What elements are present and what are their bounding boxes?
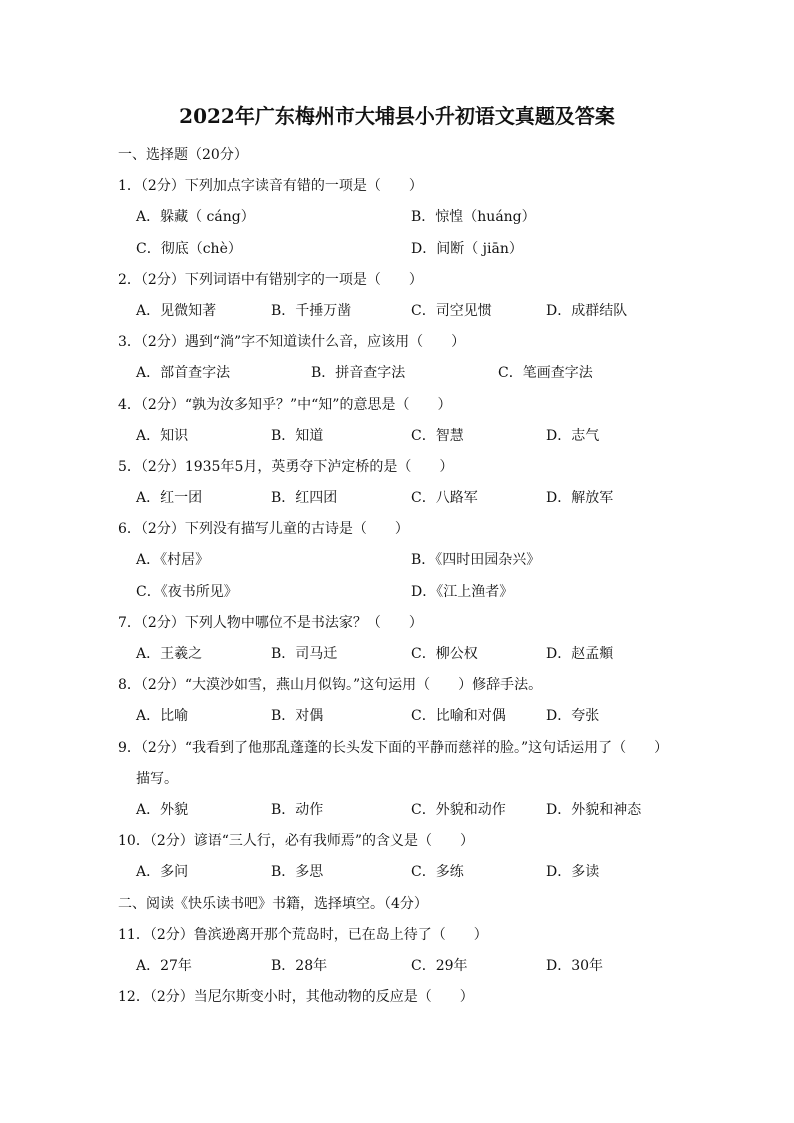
question-text: 2．（2分）下列词语中有错别字的一项是（ ）	[118, 271, 423, 288]
answer-option: D．30年	[546, 957, 604, 974]
answer-option: B．多思	[271, 864, 324, 881]
answer-option: D．解放军	[546, 490, 614, 507]
answer-option: C．彻底（chè）	[136, 240, 242, 257]
question-text: 6．（2分）下列没有描写儿童的古诗是（ ）	[118, 521, 409, 538]
answer-option: D．夸张	[546, 708, 600, 725]
answer-option: B．《四时田园杂兴》	[411, 552, 541, 569]
answer-option: A．红一团	[136, 490, 203, 507]
options-row	[118, 234, 698, 265]
answer-option: D．间断（ jiān）	[411, 240, 523, 257]
answer-option: D．成群结队	[546, 302, 628, 319]
answer-option: B．动作	[271, 801, 324, 818]
answer-option: A．王羲之	[136, 646, 203, 662]
options-row	[118, 951, 698, 982]
question-text: 3．（2分）遇到“淌”字不知道读什么音，应该用（ ）	[118, 334, 466, 351]
answer-option: C．外貌和动作	[411, 801, 506, 818]
answer-option: C．柳公权	[411, 646, 478, 662]
answer-option: A．部首查字法	[136, 365, 231, 382]
options-row	[118, 202, 698, 233]
answer-option: C．八路军	[411, 490, 478, 507]
options-row	[118, 795, 698, 826]
answer-option: A．27年	[136, 957, 192, 974]
answer-option: D．《江上渔者》	[411, 583, 514, 600]
answer-option: A．躲藏（ cáng）	[136, 209, 255, 226]
section-heading: 二、阅读《快乐读书吧》书籍，选择填空。（4分）	[118, 895, 428, 912]
options-row	[118, 577, 698, 608]
answer-option: D．外貌和神态	[546, 801, 642, 818]
answer-option: D．多读	[546, 864, 600, 881]
answer-option: C．笔画查字法	[498, 365, 593, 382]
answer-option: C．司空见惯	[411, 302, 492, 319]
answer-option: C．《夜书所见》	[136, 583, 238, 600]
options-row	[118, 701, 698, 732]
options-row	[118, 857, 698, 888]
answer-option: A．见微知著	[136, 302, 217, 319]
question-text: 5．（2分）1935年5月，英勇夺下泸定桥的是（ ）	[118, 458, 454, 475]
question-text: 1．（2分）下列加点字读音有错的一项是（ ）	[118, 178, 423, 195]
question-text: 12．（2分）当尼尔斯变小时，其他动物的反应是（ ）	[118, 989, 474, 1006]
options-row	[118, 483, 698, 514]
answer-option: C．29年	[411, 957, 468, 974]
question-text: 4．（2分）“孰为汝多知乎？”中“知”的意思是（ ）	[118, 396, 452, 413]
section-heading: 一、选择题（20分）	[118, 147, 248, 163]
answer-option: B．千捶万凿	[271, 302, 352, 319]
answer-option: A．外貌	[136, 801, 189, 818]
answer-option: C．多练	[411, 864, 464, 881]
question-text: 9．（2分）“我看到了他那乱蓬蓬的长头发下面的平静而慈祥的脸。”这句话运用了（ ）	[118, 739, 669, 756]
answer-option: D．志气	[546, 427, 600, 444]
answer-option: B．28年	[271, 957, 328, 974]
answer-option: A．《村居》	[136, 552, 210, 569]
answer-option: A．多问	[136, 864, 189, 881]
question-continuation: 描写。	[136, 770, 178, 787]
options-row	[118, 421, 698, 452]
answer-option: C．智慧	[411, 427, 464, 444]
question-text: 10．（2分）谚语“三人行，必有我师焉”的含义是（ ）	[118, 833, 475, 850]
answer-option: B．司马迁	[271, 646, 338, 662]
question-text: 11．（2分）鲁滨逊离开那个荒岛时，已在岛上待了（ ）	[118, 926, 488, 943]
page-title: 2022年广东梅州市大埔县小升初语文真题及答案	[179, 104, 615, 128]
answer-option: D．赵孟頫	[546, 646, 614, 662]
answer-option: B．拼音查字法	[311, 365, 406, 382]
question-list	[118, 140, 698, 1013]
answer-option: A．知识	[136, 427, 189, 444]
answer-option: C．比喻和对偶	[411, 708, 506, 725]
question-text: 8．（2分）“大漠沙如雪，燕山月似钩。”这句运用（ ）修辞手法。	[118, 677, 543, 694]
question-text: 7．（2分）下列人物中哪位不是书法家？（ ）	[118, 614, 423, 631]
options-row	[118, 358, 698, 389]
answer-option: B．红四团	[271, 490, 338, 507]
options-row	[118, 296, 698, 327]
answer-option: B．知道	[271, 427, 324, 444]
answer-option: A．比喻	[136, 708, 189, 725]
answer-option: B．对偶	[271, 708, 324, 725]
options-row	[118, 639, 698, 670]
answer-option: B．惊惶（huáng）	[411, 209, 536, 226]
options-row	[118, 545, 698, 576]
